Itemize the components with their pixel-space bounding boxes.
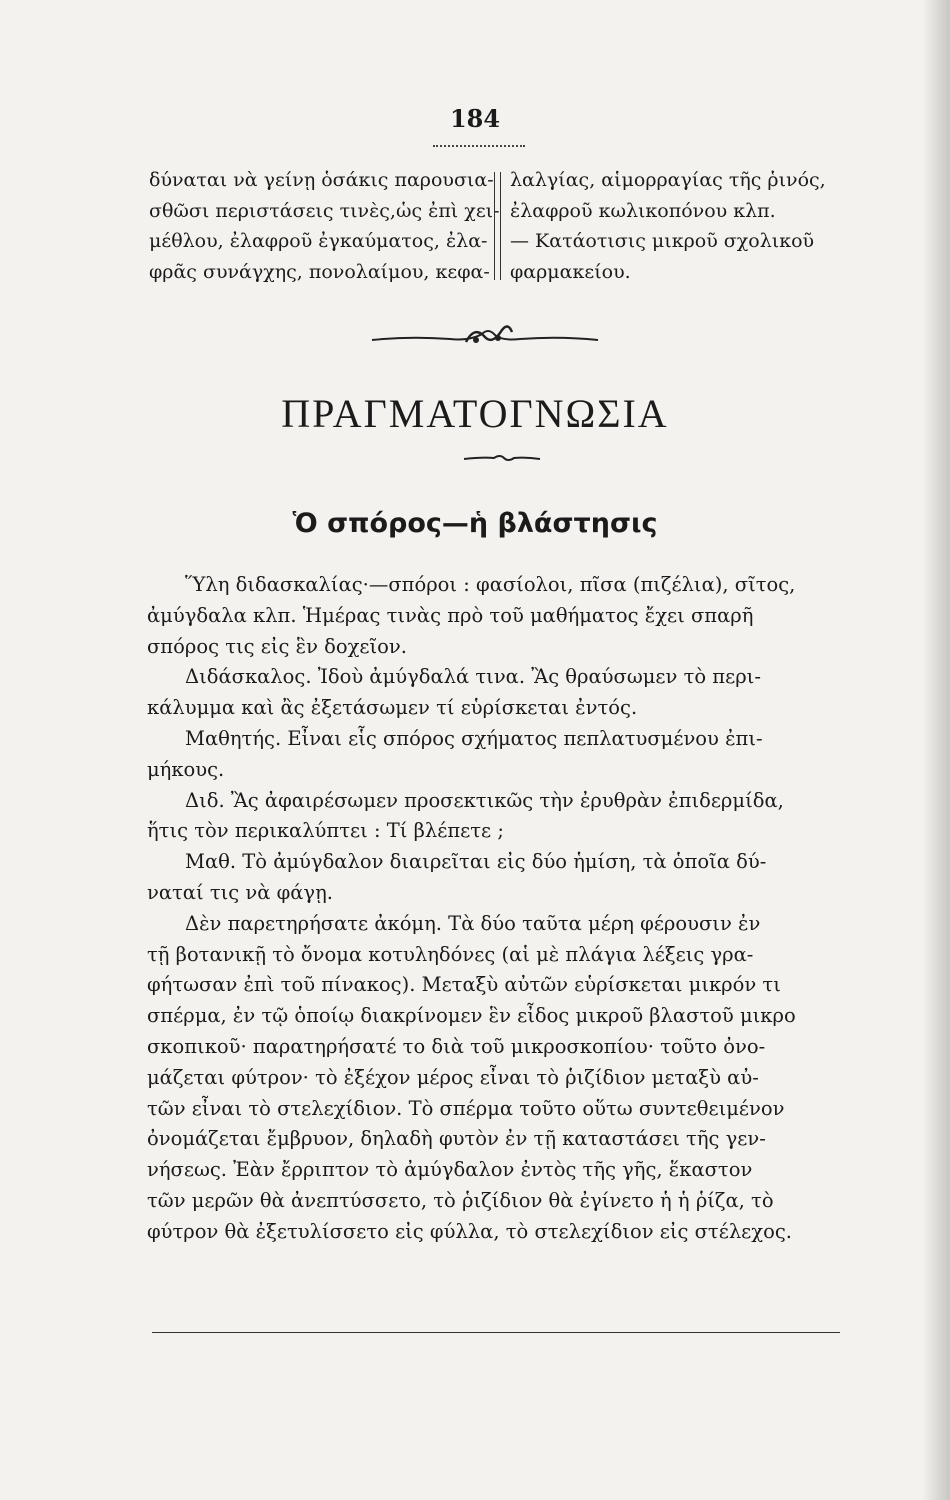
column-divider bbox=[494, 172, 501, 280]
column-line: — Κατάοτισις μικροῦ σχολικοῦ bbox=[510, 230, 815, 252]
text-line: κάλυμμα καὶ ἂς ἐξετάσωμεν τί εὑρίσκεται ἐντός. bbox=[147, 696, 638, 720]
text-line: ἀμύγδαλα κλπ. Ἡμέρας τινὰς πρὸ τοῦ μαθήματος ἔχει σπαρῆ bbox=[147, 603, 754, 627]
text-line: μάζεται φύτρον· τὸ ἐξέχον μέρος εἶναι τὸ ῥιζίδιον μεταξὺ αὐ- bbox=[147, 1065, 759, 1089]
text-line: Διδάσκαλος. Ἰδοὺ ἀμύγδαλά τινα. Ἂς θραύσωμεν τὸ περι- bbox=[185, 665, 761, 689]
text-line: φύτρον θὰ ἐξετυλίσσετο εἰς φύλλα, τὸ στελεχίδιον εἰς στέλεχος. bbox=[147, 1219, 792, 1243]
text-line: τῇ βοτανικῇ τὸ ὄνομα κοτυληδόνες (αἱ μὲ πλάγια λέξεις γρα- bbox=[147, 942, 754, 966]
column-line: φρᾶς συνάγχης, πονολαίμου, κεφα- bbox=[149, 260, 490, 283]
section-title: Ὁ σπόρος—ἡ βλάστησις bbox=[292, 508, 658, 539]
top-left-column bbox=[149, 165, 500, 287]
text-line: Δὲν παρετηρήσατε ἀκόμη. Τὰ δύο ταῦτα μέρη φέρουσιν ἐν bbox=[185, 911, 761, 935]
text-line: ὀνομάζεται ἔμβρυον, δηλαδὴ φυτὸν ἐν τῇ καταστάσει τῆς γεν- bbox=[147, 1127, 766, 1151]
text-line: νήσεως. Ἐὰν ἔρριπτον τὸ ἀμύγδαλον ἐντὸς τῆς γῆς, ἕκαστον bbox=[147, 1158, 753, 1182]
text-line: Μαθητής. Εἶναι εἷς σπόρος σχήματος πεπλατυσμένου ἐπι- bbox=[185, 726, 763, 750]
text-line: ναταί τις νὰ φάγῃ. bbox=[147, 880, 333, 904]
page-spine-shadow bbox=[922, 0, 950, 1500]
main-title: ΠΡΑΓΜΑΤΟΓΝΩΣΙΑ bbox=[281, 391, 669, 436]
top-right-column bbox=[510, 165, 855, 287]
text-line: φήτωσαν ἐπὶ τοῦ πίνακος). Μεταξὺ αὐτῶν εὑρίσκεται μικρόν τι bbox=[147, 973, 781, 997]
text-line: σπόρος τις εἰς ἓν δοχεῖον. bbox=[147, 634, 407, 658]
page-number: 184 bbox=[449, 104, 501, 133]
text-line: Διδ. Ἂς ἀφαιρέσωμεν προσεκτικῶς τὴν ἐρυθρὰν ἐπιδερμίδα, bbox=[185, 788, 784, 812]
body-text bbox=[147, 570, 847, 1248]
column-line: μέθλου, ἐλαφροῦ ἐγκαύματος, ἐλα- bbox=[149, 230, 488, 252]
flourish-ornament-icon bbox=[370, 322, 600, 356]
footer-rule bbox=[152, 1332, 840, 1333]
text-line: μήκους. bbox=[147, 757, 225, 781]
column-line: σθῶσι περιστάσεις τινὲς,ὡς ἐπὶ χει- bbox=[149, 199, 500, 222]
text-line: ἥτις τὸν περικαλύπτει : Τί βλέπετε ; bbox=[147, 819, 504, 843]
text-line: Ὕλη διδασκαλίας·—σπόροι : φασίολοι, πῖσα (πιζέλια), σῖτος, bbox=[185, 573, 796, 596]
text-line: Μαθ. Τὸ ἀμύγδαλον διαιρεῖται εἰς δύο ἡμίση, τὰ ὁποῖα δύ- bbox=[185, 850, 767, 874]
page-number-rule bbox=[433, 145, 525, 147]
text-line: σκοπικοῦ· παρατηρήσατέ το διὰ τοῦ μικροσκοπίου· τοῦτο ὀνο- bbox=[147, 1034, 766, 1058]
text-line: τῶν εἶναι τὸ στελεχίδιον. Τὸ σπέρμα τοῦτο οὕτω συντεθειμένον bbox=[147, 1096, 785, 1120]
column-line: ἐλαφροῦ κωλικοπόνου κλπ. bbox=[510, 199, 776, 222]
text-line: σπέρμα, ἐν τῷ ὁποίῳ διακρίνομεν ἓν εἶδος μικροῦ βλαστοῦ μικρο bbox=[147, 1004, 796, 1028]
text-line: τῶν μερῶν θὰ ἀνεπτύσσετο, τὸ ῥιζίδιον θὰ ἐγίνετο ἡ ἡ ῥίζα, τὸ bbox=[147, 1188, 774, 1212]
small-ornament-icon bbox=[462, 452, 542, 464]
column-line: λαλγίας, αἱμορραγίας τῆς ῥινός, bbox=[510, 169, 826, 191]
column-line: φαρμακείου. bbox=[510, 260, 631, 283]
column-line: δύναται νὰ γείνῃ ὁσάκις παρουσια- bbox=[149, 169, 494, 191]
